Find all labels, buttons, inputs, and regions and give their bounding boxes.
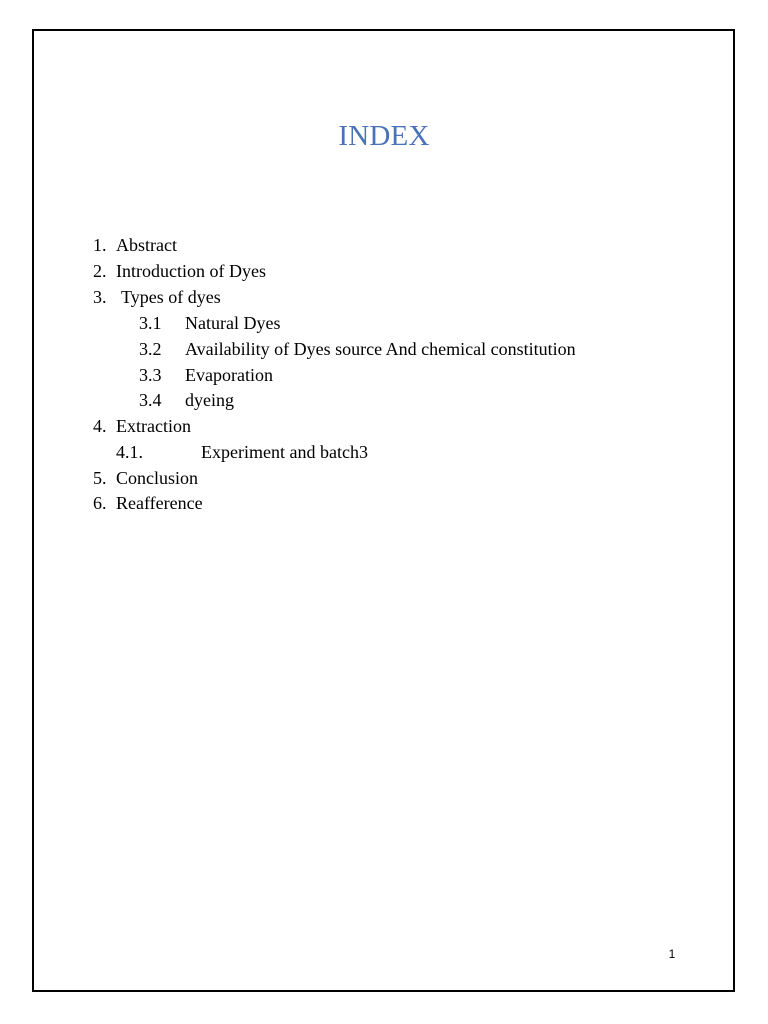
toc-entry-label: Reafference [116,493,203,513]
toc-entry-label: Availability of Dyes source And chemical constitution [185,339,576,359]
page-title: INDEX [338,120,430,152]
toc-entry-label: Evaporation [185,365,273,385]
toc-entry-label: Extraction [116,416,191,436]
toc-entry-number: 3.3 [139,365,162,385]
toc-entry-label: Experiment and batch3 [201,442,368,462]
toc-entry-label: dyeing [185,390,234,410]
toc-entry-number: 1. [93,235,107,255]
toc-entry-label: Introduction of Dyes [116,261,266,281]
toc-entry-number: 5. [93,468,107,488]
toc-entry-number: 3. [93,287,107,307]
toc-entry-label: Natural Dyes [185,313,281,333]
toc-entry-number: 3.2 [139,339,162,359]
page-number: 1 [668,947,676,961]
toc-entry-number: 4. [93,416,107,436]
toc-entry-number: 4.1. [116,442,143,462]
toc-entry-label: Conclusion [116,468,199,488]
toc-entry-number: 3.4 [139,390,162,410]
toc-entry-label: Abstract [116,235,177,255]
toc-entry-number: 3.1 [139,313,162,333]
toc-entry-number: 2. [93,261,107,281]
toc-entry-label: Types of dyes [121,287,221,307]
toc-entry-number: 6. [93,493,107,513]
